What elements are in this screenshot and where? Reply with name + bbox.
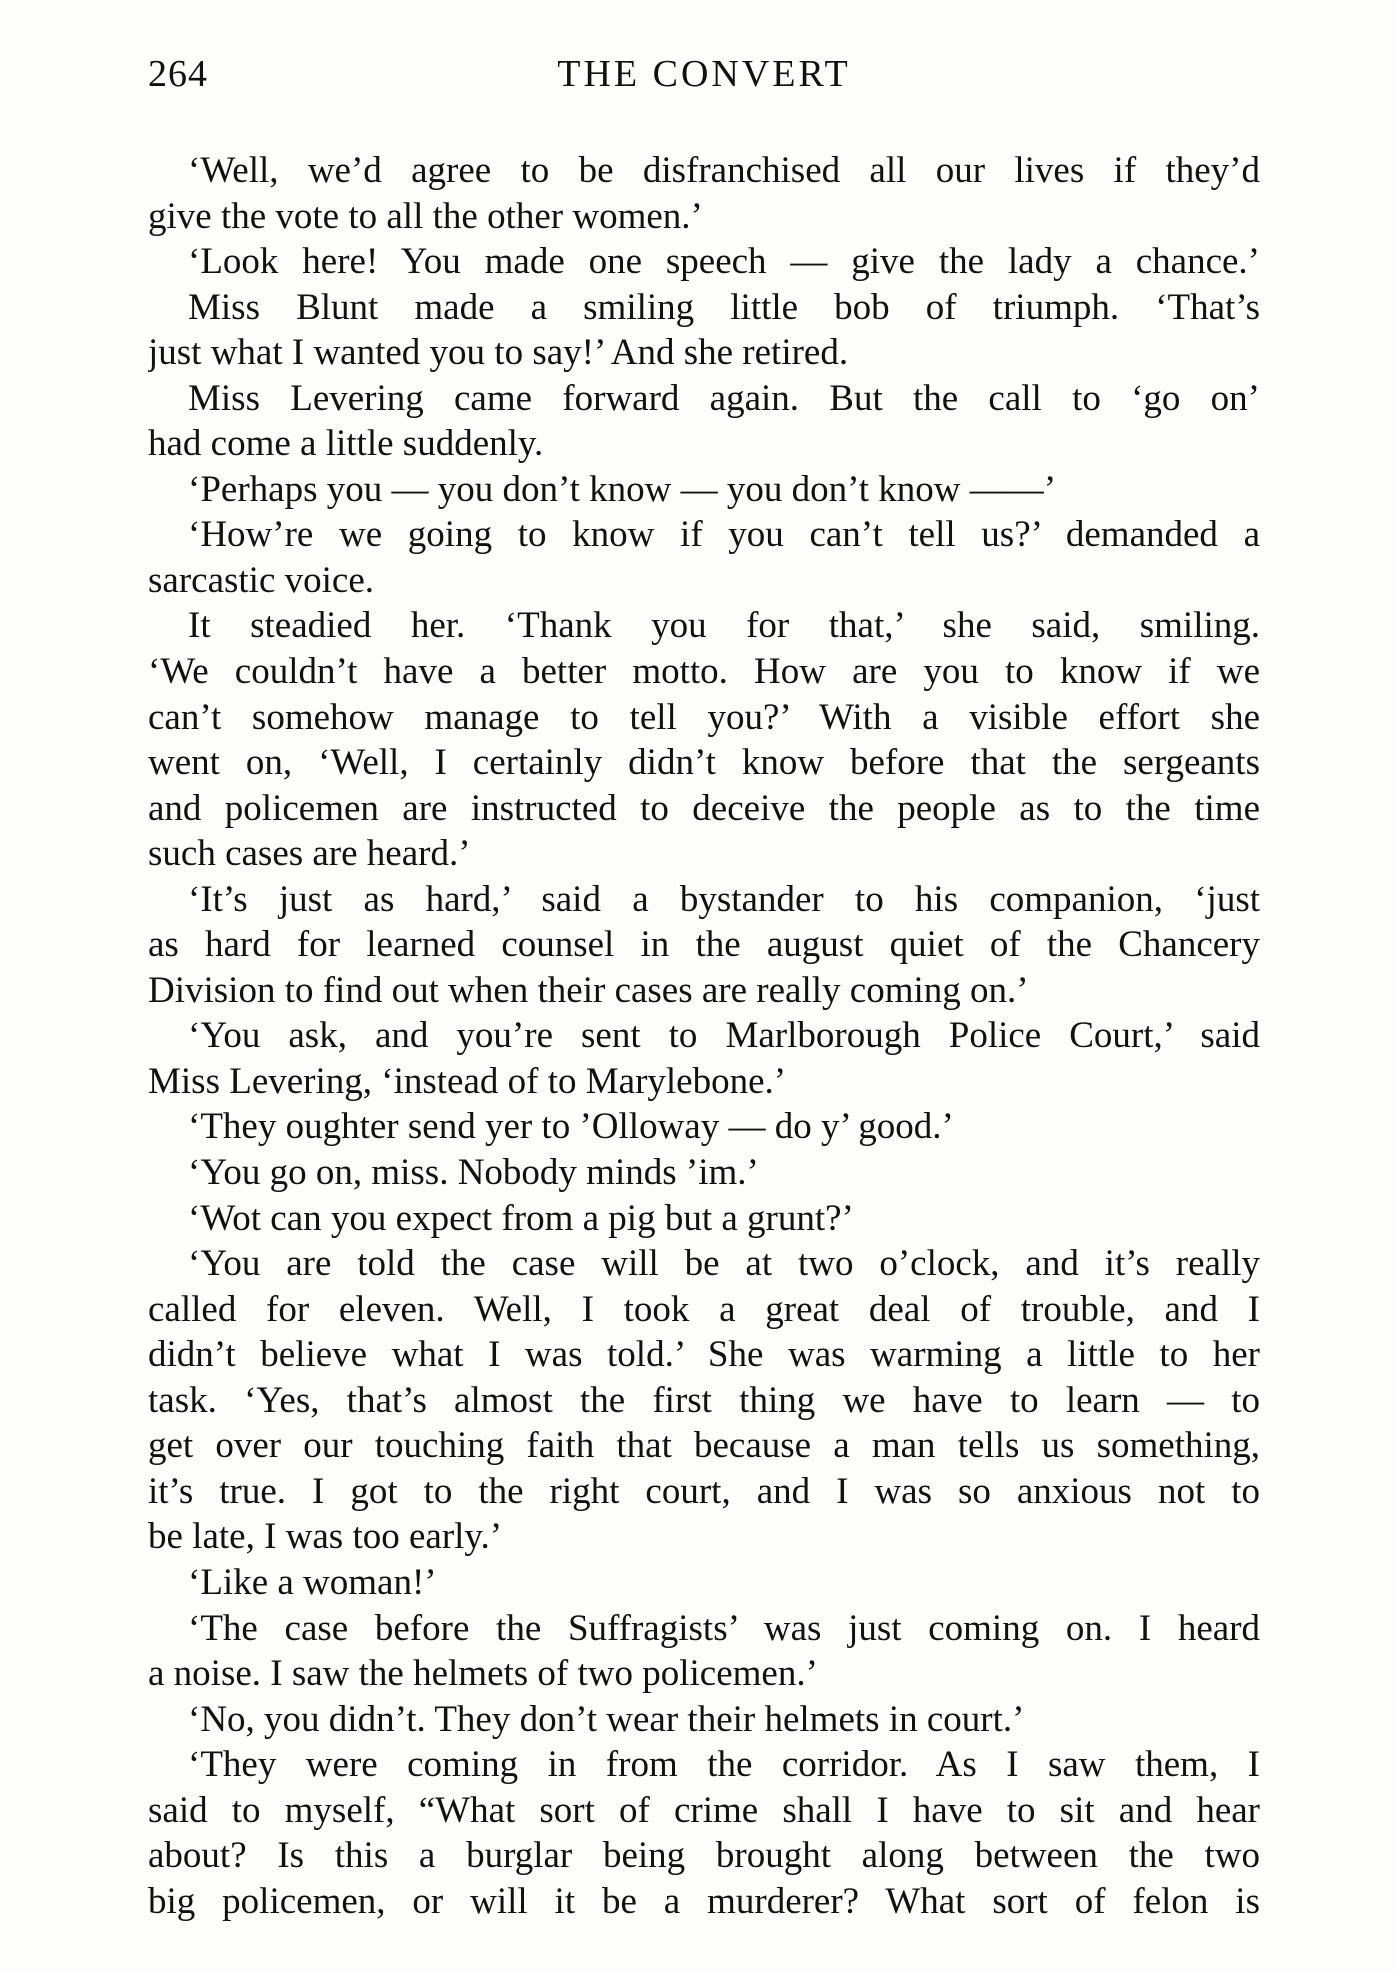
text-line: it’s true. I got to the right court, and I was so anxious not to [148,1470,1260,1512]
text-line: didn’t believe what I was told.’ She was warming a little to her [148,1334,1260,1376]
page-number: 264 [148,53,208,95]
text-line: ‘Perhaps you — you don’t know — you don’t know ——’ [188,468,1057,510]
text-line: ‘Wot can you expect from a pig but a grunt?’ [188,1197,854,1239]
text-line: Division to find out when their cases are really coming on.’ [148,969,1029,1011]
text-line: ‘Look here! You made one speech — give the lady a chance.’ [188,241,1260,283]
running-title: THE CONVERT [557,53,851,95]
text-line: such cases are heard.’ [148,833,471,875]
text-line: Miss Blunt made a smiling little bob of triumph. ‘That’s [188,286,1260,328]
text-line: give the vote to all the other women.’ [148,195,703,237]
page-header [148,52,1260,102]
text-line: ‘They were coming in from the corridor. As I saw them, I [188,1744,1260,1786]
text-line: about? Is this a burglar being brought along between the two [148,1835,1260,1877]
text-line: ‘No, you didn’t. They don’t wear their helmets in court.’ [188,1698,1025,1740]
text-line: sarcastic voice. [148,559,374,601]
text-line: ‘The case before the Suffragists’ was just coming on. I heard [188,1607,1260,1649]
text-line: as hard for learned counsel in the august quiet of the Chancery [148,924,1260,966]
text-line: ‘How’re we going to know if you can’t tell us?’ demanded a [188,514,1260,556]
text-line: It steadied her. ‘Thank you for that,’ she said, smiling. [188,605,1260,647]
text-line: went on, ‘Well, I certainly didn’t know before that the sergeants [148,742,1260,784]
text-line: said to myself, “What sort of crime shall I have to sit and hear [148,1789,1260,1831]
text-line: ‘It’s just as hard,’ said a bystander to his companion, ‘just [188,878,1260,920]
text-line: ‘You go on, miss. Nobody minds ’im.’ [188,1152,759,1194]
text-line: Miss Levering came forward again. But the call to ‘go on’ [188,377,1260,419]
text-line: be late, I was too early.’ [148,1516,503,1558]
text-line: ‘You ask, and you’re sent to Marlborough Police Court,’ said [188,1015,1260,1057]
text-line: ‘We couldn’t have a better motto. How are you to know if we [148,651,1260,693]
text-line: task. ‘Yes, that’s almost the first thing we have to learn — to [148,1379,1260,1421]
text-line: get over our touching faith that because a man tells us something, [148,1425,1260,1467]
text-line: ‘You are told the case will be at two o’clock, and it’s really [188,1243,1260,1285]
text-line: and policemen are instructed to deceive the people as to the time [148,787,1260,829]
text-line: a noise. I saw the helmets of two policemen.’ [148,1653,818,1695]
text-line: big policemen, or will it be a murderer? What sort of felon is [148,1880,1260,1922]
text-line: just what I wanted you to say!’ And she retired. [148,332,849,374]
text-line: can’t somehow manage to tell you?’ With a visible effort she [148,696,1260,738]
text-line: Miss Levering, ‘instead of to Marylebone.’ [148,1060,787,1102]
text-line: ‘Well, we’d agree to be disfranchised all our lives if they’d [188,150,1260,191]
body-text [148,148,1260,1924]
text-line: ‘They oughter send yer to ’Olloway — do y’ good.’ [188,1106,954,1148]
text-line: called for eleven. Well, I took a great deal of trouble, and I [148,1288,1260,1330]
text-line: ‘Like a woman!’ [188,1561,437,1603]
text-line: had come a little suddenly. [148,423,544,465]
